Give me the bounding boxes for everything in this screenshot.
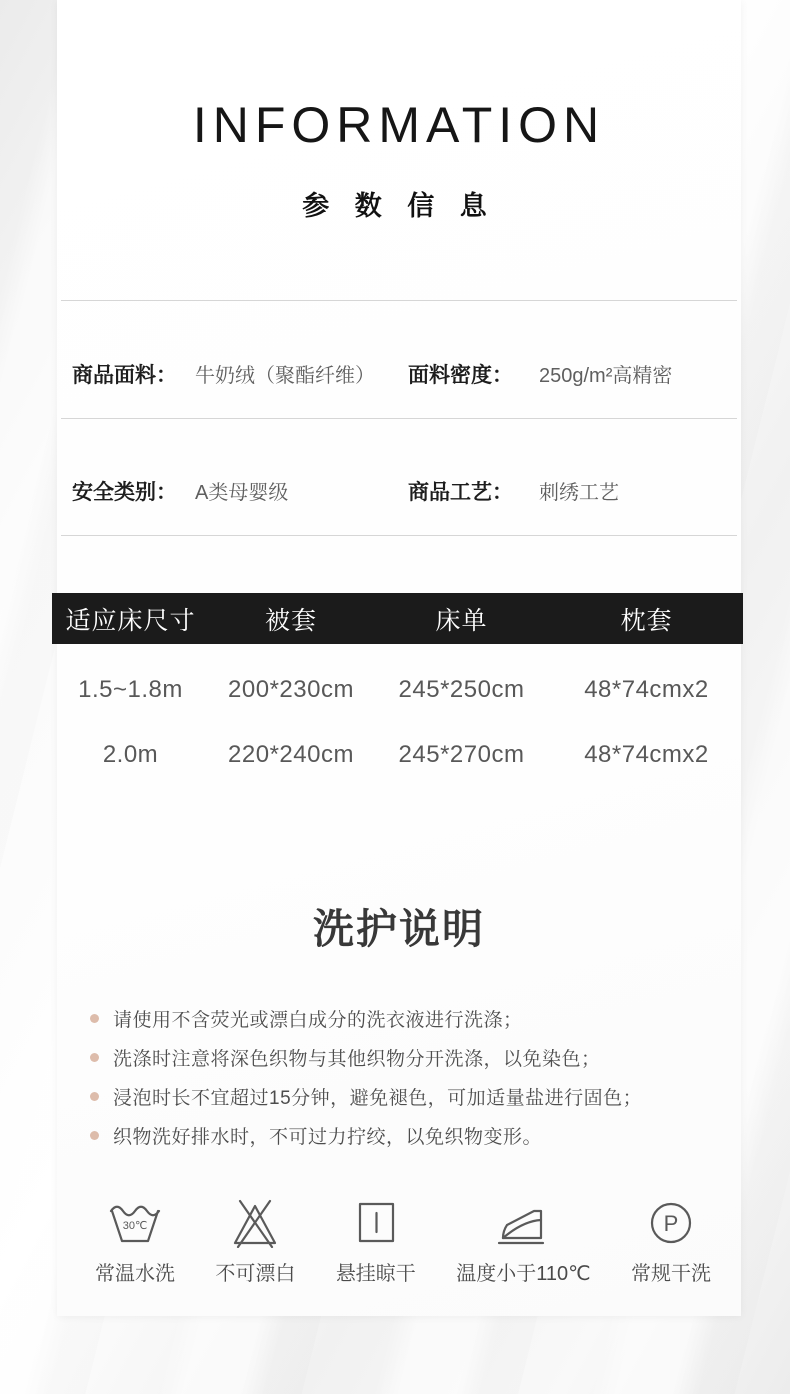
spec-row-fabric xyxy=(57,361,741,391)
divider xyxy=(61,300,737,301)
wash-care-title: 洗护说明 xyxy=(313,906,485,952)
spec-row-safety xyxy=(57,478,741,508)
fabric-label: 商品面料： xyxy=(72,364,177,387)
page-title-en: INFORMATION xyxy=(192,97,606,153)
page-title-cn: 参 数 信 息 xyxy=(302,191,496,221)
care-item-wash xyxy=(95,1198,175,1286)
no-bleach-icon xyxy=(227,1198,283,1248)
list-item xyxy=(90,1116,731,1155)
bullet-dot-icon xyxy=(90,1014,99,1023)
wash-temp-badge: 30℃ xyxy=(122,1220,148,1232)
bullet-dot-icon xyxy=(90,1131,99,1140)
wash-30c-icon xyxy=(108,1198,162,1248)
care-label: 常温水洗 xyxy=(95,1263,175,1285)
list-item xyxy=(90,1038,731,1077)
list-item xyxy=(90,1077,731,1116)
list-item xyxy=(90,999,731,1038)
cell-sheet: 245*250cm xyxy=(398,676,525,703)
table-row xyxy=(52,672,743,708)
safety-value: A类母婴级 xyxy=(195,482,289,504)
cell-sheet: 245*270cm xyxy=(398,741,525,768)
hang-dry-icon xyxy=(352,1198,400,1248)
care-label: 常规干洗 xyxy=(630,1263,711,1285)
care-label: 悬挂晾干 xyxy=(335,1263,416,1285)
divider xyxy=(61,535,737,536)
col-header-sheet: 床单 xyxy=(435,606,488,635)
wash-tips-list xyxy=(90,999,731,1155)
wash-tip: 织物洗好排水时，不可过力拧绞，以免织物变形。 xyxy=(113,1127,543,1148)
cell-duvet-cover: 200*230cm xyxy=(228,676,354,703)
wash-tip: 浸泡时长不宜超过15分钟，避免褪色，可加适量盐进行固色； xyxy=(113,1088,643,1109)
cell-bed-size: 2.0m xyxy=(102,741,159,768)
care-item-iron xyxy=(456,1198,590,1286)
care-label: 不可漂白 xyxy=(215,1263,296,1285)
col-header-bed-size: 适应床尺寸 xyxy=(65,606,196,635)
col-header-duvet-cover: 被套 xyxy=(264,606,317,635)
density-value: 250g/m²高精密 xyxy=(539,365,673,387)
care-item-dry-clean xyxy=(631,1198,711,1286)
cell-duvet-cover: 220*240cm xyxy=(228,741,354,768)
care-item-no-bleach xyxy=(215,1198,295,1286)
col-header-pillowcase: 枕套 xyxy=(620,606,673,635)
iron-max-110-icon xyxy=(497,1198,549,1248)
fabric-value: 牛奶绒（聚酯纤维） xyxy=(195,365,375,387)
wash-tip: 请使用不含荧光或漂白成分的洗衣液进行洗涤； xyxy=(113,1010,523,1031)
size-table-header xyxy=(52,593,743,644)
bullet-dot-icon xyxy=(90,1092,99,1101)
dry-clean-p-icon xyxy=(647,1198,695,1248)
density-label: 面料密度： xyxy=(408,364,513,387)
cell-pillowcase: 48*74cmx2 xyxy=(584,741,709,768)
content-card xyxy=(57,0,741,1316)
care-symbols-row xyxy=(95,1198,711,1286)
care-item-hang-dry xyxy=(336,1198,416,1286)
divider xyxy=(61,418,737,419)
table-row xyxy=(52,737,743,773)
craft-label: 商品工艺： xyxy=(408,481,513,504)
wash-tip: 洗涤时注意将深色织物与其他织物分开洗涤，以免染色； xyxy=(113,1049,601,1070)
dry-clean-badge: P xyxy=(663,1211,679,1236)
care-label: 温度小于110℃ xyxy=(456,1263,591,1285)
craft-value: 刺绣工艺 xyxy=(539,482,619,504)
safety-label: 安全类别： xyxy=(72,481,177,504)
cell-bed-size: 1.5~1.8m xyxy=(78,676,183,703)
bullet-dot-icon xyxy=(90,1053,99,1062)
cell-pillowcase: 48*74cmx2 xyxy=(584,676,709,703)
